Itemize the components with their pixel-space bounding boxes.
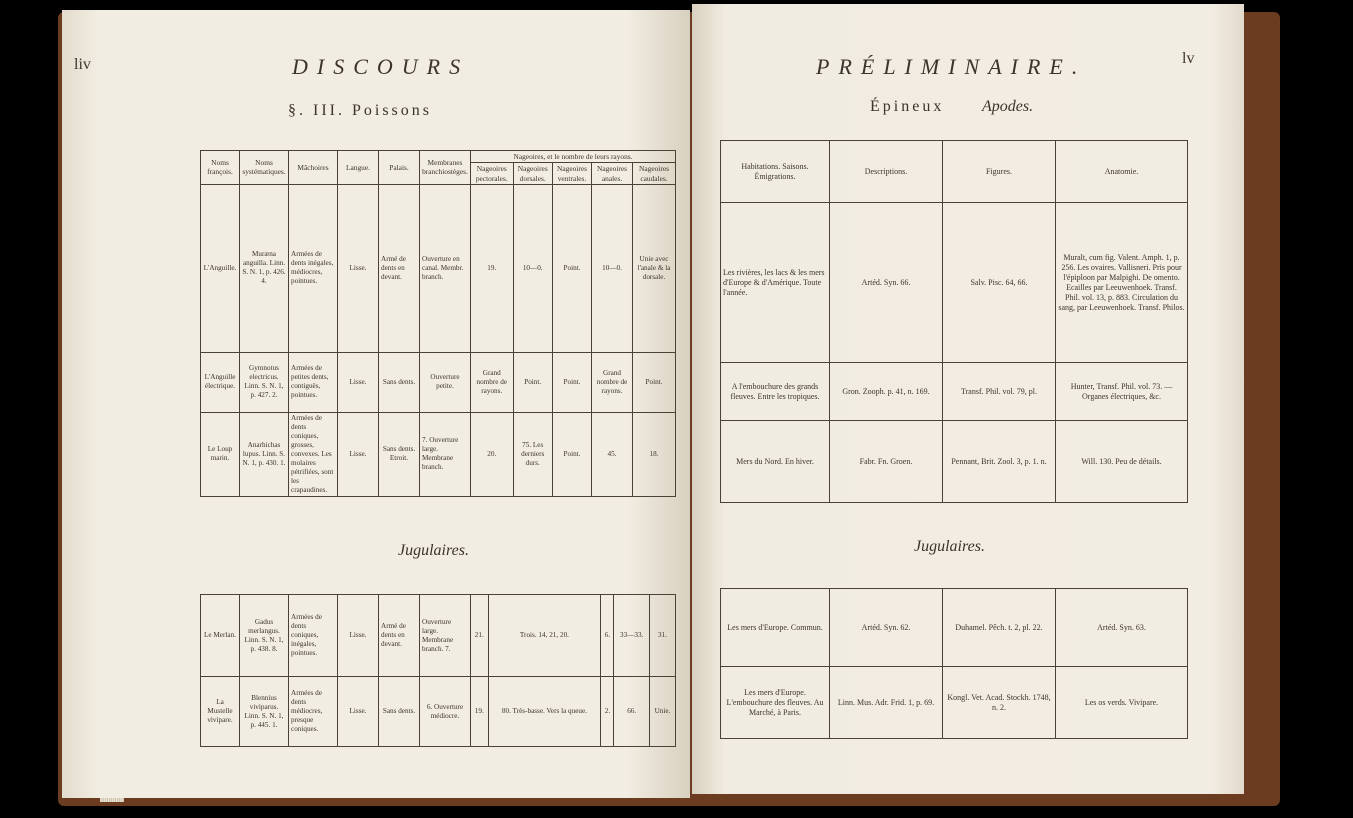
cell: Fabr. Fn. Groen. bbox=[830, 421, 943, 503]
cell: Artéd. Syn. 66. bbox=[830, 203, 943, 363]
cell: Lisse. bbox=[338, 412, 379, 496]
cell: Artéd. Syn. 63. bbox=[1056, 589, 1188, 667]
cell: Le Loup marin. bbox=[201, 412, 240, 496]
table-row bbox=[201, 352, 676, 412]
cell: Lisse. bbox=[338, 595, 379, 677]
cell: Anarhichas lupus. Linn. S. N. 1, p. 430. 1. bbox=[240, 412, 289, 496]
table-row bbox=[201, 595, 676, 677]
cell: Lisse. bbox=[338, 352, 379, 412]
right-jugulaires-title: Jugulaires. bbox=[914, 538, 985, 555]
left-folio: liv bbox=[74, 56, 91, 73]
cell: Transf. Phil. vol. 79, pl. bbox=[943, 363, 1056, 421]
cell: 19. bbox=[471, 677, 489, 747]
cell: Le Merlan. bbox=[201, 595, 240, 677]
col-header: Nageoires anales. bbox=[592, 163, 633, 185]
cell: Les mers d'Europe. L'embouchure des fleuves. Au Marché, à Paris. bbox=[721, 667, 830, 739]
cell: Armées de petites dents, contiguës, pointues. bbox=[289, 352, 338, 412]
cell: Armées de dents médiocres, presque coniques. bbox=[289, 677, 338, 747]
cell: 10—0. bbox=[513, 184, 552, 352]
cell: Grand nombre de rayons. bbox=[592, 352, 633, 412]
left-running-head: DISCOURS bbox=[292, 54, 470, 79]
cell: Armées de dents coniques, inégales, pointues. bbox=[289, 595, 338, 677]
cell: Point. bbox=[633, 352, 676, 412]
cell: Ouverture en canal. Membr. branch. bbox=[420, 184, 471, 352]
cell: Gron. Zooph. p. 41, n. 169. bbox=[830, 363, 943, 421]
cell: Duhamel. Pêch. t. 2, pl. 22. bbox=[943, 589, 1056, 667]
table-row bbox=[721, 421, 1188, 503]
cell: Kongl. Vet. Acad. Stockh. 1748, n. 2. bbox=[943, 667, 1056, 739]
cell: Trois. 14, 21, 20. bbox=[488, 595, 601, 677]
col-header: Nageoires ventrales. bbox=[552, 163, 591, 185]
col-header: Habitations. Saisons. Émigrations. bbox=[721, 141, 830, 203]
cell: Unie. bbox=[649, 677, 675, 747]
col-header: Noms systématiques. bbox=[240, 151, 289, 185]
cell: Ouverture large. Membrane branch. 7. bbox=[420, 595, 471, 677]
cell: 2. bbox=[601, 677, 614, 747]
cell: Muralt, cum fig. Valent. Amph. 1, p. 256. Les ovaires. Vallisneri. Pris pour l'épiploon par Malpighi. De omento. Ecailles par Leeuwenhoek. Transf. Phil. vol. 13, p. 883. Circulation du sang, par Leeuwenhoek. Transf. Philos. bbox=[1056, 203, 1188, 363]
cell: Armé de dents en devant. bbox=[379, 595, 420, 677]
col-header: Figures. bbox=[943, 141, 1056, 203]
cell: 6. Ouverture médiocre. bbox=[420, 677, 471, 747]
cell: Les os verds. Vivipare. bbox=[1056, 667, 1188, 739]
table-row bbox=[201, 184, 676, 352]
right-section-title: Épineux bbox=[870, 98, 945, 115]
cell: 75. Les derniers durs. bbox=[513, 412, 552, 496]
cell: Blennius viviparus. Linn. S. N. 1, p. 445. 1. bbox=[240, 677, 289, 747]
right-jugulaires-table bbox=[720, 588, 1188, 739]
cell: Unie avec l'anale & la dorsale. bbox=[633, 184, 676, 352]
cell: Artéd. Syn. 62. bbox=[830, 589, 943, 667]
table-row bbox=[721, 203, 1188, 363]
cell: Les rivières, les lacs & les mers d'Europe & d'Amérique. Toute l'année. bbox=[721, 203, 830, 363]
cell: L'Anguille électrique. bbox=[201, 352, 240, 412]
col-header: Membranes branchiostèges. bbox=[420, 151, 471, 185]
cell: 33—33. bbox=[614, 595, 650, 677]
cell: 45. bbox=[592, 412, 633, 496]
cell: 80. Très-basse. Vers la queue. bbox=[488, 677, 601, 747]
cell: Point. bbox=[552, 352, 591, 412]
col-header: Nageoires pectorales. bbox=[471, 163, 514, 185]
cell: Grand nombre de rayons. bbox=[471, 352, 514, 412]
col-header: Nageoires dorsales. bbox=[513, 163, 552, 185]
col-header: Anatomie. bbox=[1056, 141, 1188, 203]
group-header: Nageoires, et le nombre de leurs rayons. bbox=[471, 151, 676, 163]
cell: Point. bbox=[513, 352, 552, 412]
right-folio: lv bbox=[1182, 50, 1195, 67]
cell: Les mers d'Europe. Commun. bbox=[721, 589, 830, 667]
cell: Sans dents. Etroit. bbox=[379, 412, 420, 496]
cell: 6. bbox=[601, 595, 614, 677]
cell: Gymnotus electricus. Linn. S. N. 1, p. 427. 2. bbox=[240, 352, 289, 412]
cell: Point. bbox=[552, 412, 591, 496]
cell: 66. bbox=[614, 677, 650, 747]
col-header: Nageoires caudales. bbox=[633, 163, 676, 185]
col-header: Noms françois. bbox=[201, 151, 240, 185]
cell: Point. bbox=[552, 184, 591, 352]
cell: 20. bbox=[471, 412, 514, 496]
cell: L'Anguille. bbox=[201, 184, 240, 352]
left-jugulaires-title: Jugulaires. bbox=[398, 542, 469, 559]
cell: Armées de dents inégales, médiocres, pointues. bbox=[289, 184, 338, 352]
cell: 18. bbox=[633, 412, 676, 496]
cell: Sans dents. bbox=[379, 352, 420, 412]
cell: A l'embouchure des grands fleuves. Entre les tropiques. bbox=[721, 363, 830, 421]
cell: 31. bbox=[649, 595, 675, 677]
cell: Lisse. bbox=[338, 677, 379, 747]
cell: Salv. Pisc. 64, 66. bbox=[943, 203, 1056, 363]
cell: 10—0. bbox=[592, 184, 633, 352]
cell: Lisse. bbox=[338, 184, 379, 352]
table-row bbox=[721, 667, 1188, 739]
table-row bbox=[721, 589, 1188, 667]
col-header: Mâchoires bbox=[289, 151, 338, 185]
cell: Will. 130. Peu de détails. bbox=[1056, 421, 1188, 503]
table-row bbox=[201, 412, 676, 496]
table-row bbox=[721, 363, 1188, 421]
right-section-subtitle: Apodes. bbox=[982, 98, 1034, 115]
right-page bbox=[692, 4, 1244, 794]
cell: Hunter, Transf. Phil. vol. 73. — Organes électriques, &c. bbox=[1056, 363, 1188, 421]
cell: Ouverture petite. bbox=[420, 352, 471, 412]
col-header: Descriptions. bbox=[830, 141, 943, 203]
cell: 21. bbox=[471, 595, 489, 677]
cell: Sans dents. bbox=[379, 677, 420, 747]
table-row bbox=[201, 677, 676, 747]
col-header: Palais. bbox=[379, 151, 420, 185]
left-jugulaires-table bbox=[200, 594, 676, 747]
cell: Linn. Mus. Adr. Frid. 1, p. 69. bbox=[830, 667, 943, 739]
cell: Pennant, Brit. Zool. 3, p. 1. n. bbox=[943, 421, 1056, 503]
right-fish-table bbox=[720, 140, 1188, 503]
cell: Muræna anguilla. Linn. S. N. 1, p. 426. 4. bbox=[240, 184, 289, 352]
cell: La Mustelle vivipare. bbox=[201, 677, 240, 747]
cell: Armé de dents en devant. bbox=[379, 184, 420, 352]
right-running-head: PRÉLIMINAIRE. bbox=[816, 54, 1087, 79]
col-header: Langue. bbox=[338, 151, 379, 185]
cell: Armées de dents coniques, grosses, convexes. Les molaires pétrifiées, sont les crapaudines. bbox=[289, 412, 338, 496]
left-fish-table bbox=[200, 150, 676, 497]
cell: 7. Ouverture large. Membrane branch. bbox=[420, 412, 471, 496]
cell: 19. bbox=[471, 184, 514, 352]
cell: Gadus merlangus. Linn. S. N. 1, p. 438. 8. bbox=[240, 595, 289, 677]
left-page bbox=[62, 10, 690, 798]
cell: Mers du Nord. En hiver. bbox=[721, 421, 830, 503]
left-section-title: §. III. Poissons bbox=[288, 102, 433, 119]
